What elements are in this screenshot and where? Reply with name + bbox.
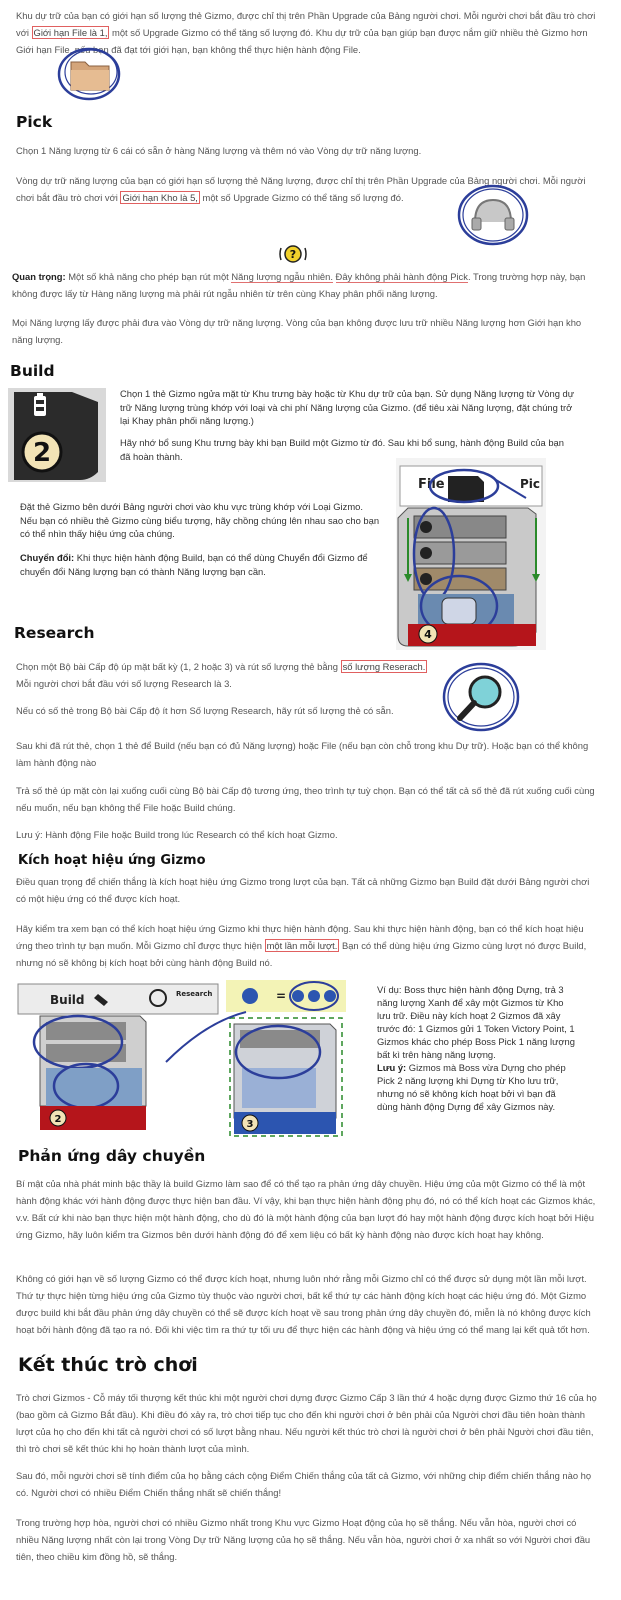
end-paragraph-2: Sau đó, mỗi người chơi sẽ tính điểm của họ bằng cách cộng Điểm Chiến thắng của tất cả Gizmo, với những chip điểm chiến thắng nào họ có. Người chơi có nhiều Điểm Chiến thắng nhất sẽ chiến thắng! — [16, 1470, 592, 1498]
build-battery-icon — [8, 388, 106, 482]
trigger-paragraph-2: Hãy kiểm tra xem bạn có thể kích hoạt hiệu ứng Gizmo khi thực hiện hành động. Sau khi thực hiện hành động, bạn có thể kích hoạt hiệu ứng theo trình tự bạn muốn. Mỗi Gizmo chỉ được thực hiện một lần mỗi lượt. Bạn có thể dùng hiệu ứng Gizmo cùng lượt nó được Build, nhưng nó sẽ không bị kích hoạt bởi cùng hành động Build nó. — [16, 923, 587, 968]
build-paragraph-2: Hãy nhớ bổ sung Khu trưng bày khi bạn Build một Gizmo từ đó. Sau khi bổ sung, hành động Build của bạn đã hoàn thành. — [120, 437, 564, 462]
trigger-heading: Kích hoạt hiệu ứng Gizmo — [18, 853, 206, 868]
research-paragraph-5: Lưu ý: Hành động File hoặc Build trong lúc Research có thể kích hoạt Gizmo. — [16, 829, 338, 840]
pick-paragraph-1: Chọn 1 Năng lượng từ 6 cái có sẵn ở hàng Năng lượng và thêm nó vào Vòng dự trữ năng lượng. — [16, 145, 422, 156]
energy-question-icon — [278, 244, 308, 264]
intro-paragraph: Khu dự trữ của bạn có giới hạn số lượng thẻ Gizmo, được chỉ thị trên Phần Upgrade của Bảng người chơi. Mỗi người chơi bắt đầu trò chơi với Giới hạn File là 1, một số Upgrade Gizmo có thể tăng số lượng đó. Khu dự trữ của bạn giúp bạn được nắm giữ nhiều thẻ Gizmo hơn Giới hạn File, nếu bạn đã đạt tới giới hạn, bạn không thể thực hiện hành động File. — [16, 10, 596, 55]
trigger-example-illustration — [16, 972, 366, 1142]
research-heading: Research — [14, 624, 95, 642]
research-paragraph-1: Chọn một Bộ bài Cấp độ úp mặt bất kỳ (1, 2 hoặc 3) và rút số lượng thẻ bằng số lượng Reserach. Mỗi người chơi bắt đầu với số lượng Research là 3. — [16, 661, 426, 689]
trigger-example-note: Lưu ý: Gizmos mà Boss vừa Dựng cho phép Pick 2 năng lượng khi Dựng từ Kho lưu trữ, nhưng nó sẽ không kích hoạt bởi vì bạn đã dùng hành động Dựng để xây Gizmos này. — [377, 1062, 566, 1112]
svg-text:File: File — [418, 477, 445, 492]
research-count-highlight: số lượng Reserach. — [342, 661, 426, 672]
svg-text:2: 2 — [32, 438, 52, 468]
svg-text:Pic: Pic — [520, 477, 541, 491]
chain-heading: Phản ứng dây chuyền — [18, 1147, 206, 1165]
pick-important-note: Quan trọng: Một số khả năng cho phép bạn rút một Năng lượng ngẫu nhiên. Đây không phải hành động Pick. Trong trường hợp này, bạn không được lấy từ Hàng năng lượng mà phải rút ngẫu nhiên từ trên cùng Khay phân phối năng lượng. — [12, 271, 586, 299]
end-heading: Kết thúc trò chơi — [18, 1354, 198, 1376]
pick-paragraph-2: Vòng dự trữ năng lượng của bạn có giới hạn số lượng thẻ Năng lượng, được chỉ thị trên Phần Upgrade của Bảng người chơi. Mỗi người chơi bắt đầu trò chơi với Giới hạn Kho là 5, một số Upgrade Gizmo có thể tăng số lượng đó. — [16, 175, 586, 203]
file-limit-highlight: Giới hạn File là 1, — [33, 27, 108, 38]
build-card-illustration — [396, 458, 546, 650]
svg-text:3: 3 — [246, 1119, 254, 1130]
end-paragraph-1: Trò chơi Gizmos - Cỗ máy tối thượng kết thúc khi một người chơi dựng được Gizmo Cấp 3 lần thứ 4 hoặc dựng được Gizmo thứ 16 của họ (bao gồm cả Gizmo Bắt đầu). Khi điều đó xảy ra, trò chơi tiếp tục cho đến khi người chơi ở bên phải của Người chơi đầu tiên hoàn thành lượt của họ cho đến khi tất cả người chơi có số lượt bằng nhau. Nếu người kết thúc trò chơi là người chơi ở bên phải Người chơi đầu tiên, thì trò chơi sẽ kết thúc khi họ hoàn thành lượt của mình. — [16, 1392, 597, 1454]
chain-paragraph-2: Không có giới hạn về số lượng Gizmo có thể được kích hoạt, nhưng luôn nhớ rằng mỗi Gizmo chỉ có thể được sử dụng một lần mỗi lượt. Thứ tự thực hiện từng hiệu ứng của Gizmo tùy thuộc vào người chơi, bất kể thứ tự các hành động kích hoạt các hiệu ứng đó. Một Gizmo được build khi bắt đầu phản ứng dây chuyền có thể sẽ được kích hoạt về sau trong phản ứng dây chuyền đó, miễn là nó không được kích hoạt bởi hành động đã tạo ra nó. Đối khi việc tìm ra thứ tự tối ưu để thực hiện các hành động và hiệu ứng có thể mang lại kết quả tốt hơn. — [16, 1273, 591, 1335]
research-paragraph-4: Trả số thẻ úp mặt còn lại xuống cuối cùng Bộ bài Cấp độ tương ứng, theo trình tự tuỳ chọn. Bạn có thể tất cả số thẻ đã rút xuống cuối cùng nếu muốn, nếu bạn không thể File hoặc Build chúng. — [16, 785, 595, 813]
svg-text:Research: Research — [176, 990, 213, 998]
trigger-paragraph-1: Điều quan trọng để chiến thắng là kích hoạt hiệu ứng Gizmo trong lượt của bạn. Tất cả những Gizmo bạn Build đặt dưới Bảng người chơi có một hiệu ứng có thể được kích hoạt. — [16, 876, 590, 904]
svg-text:=: = — [276, 989, 287, 1003]
build-paragraph-1: Chọn 1 thẻ Gizmo ngửa mặt từ Khu trưng bày hoặc từ Khu dự trữ của bạn. Sử dụng Năng lượng từ Vòng dự trữ Năng lượng trùng khớp với loại và chi phí Năng lượng của Gizmo. (để tiêu xài Năng lượng, đặt chúng trở lại Khay phân phối năng lượng.) — [120, 388, 575, 426]
research-paragraph-3: Sau khi đã rút thẻ, chọn 1 thẻ để Build (nếu bạn có đủ Năng lượng) hoặc File (nếu bạn còn chỗ trong khu Dự trữ). Hoặc bạn có thể không làm hành động nào — [16, 740, 589, 768]
end-paragraph-3: Trong trường hợp hòa, người chơi có nhiều Gizmo nhất trong Khu vực Gizmo Hoạt động của họ sẽ thắng. Nếu vẫn hòa, người chơi có nhiều Năng lượng nhất còn lại trong Vòng Dự trữ Năng lượng của họ sẽ thắng. Nếu vẫn hòa, người chơi ở xa nhất so với Người chơi đầu tiên, theo chiều kim đồng hồ, sẽ thắng. — [16, 1517, 591, 1562]
build-conversion-note: Chuyển đổi: Khi thực hiện hành động Build, bạn có thể dùng Chuyển đổi Gizmo để chuyển đổi Năng lượng bạn có thành Năng lượng bạn cần. — [20, 552, 368, 577]
svg-text:?: ? — [289, 248, 297, 261]
magnifier-icon — [440, 658, 522, 736]
pick-heading: Pick — [16, 113, 53, 131]
trigger-example: Ví dụ: Boss thực hiện hành động Dựng, trả 3 năng lượng Xanh để xây một Gizmos từ Kho lưu trữ. Điều này kích hoạt 2 Gizmos đã xây trước đó: 1 Gizmos gửi 1 Token Victory Point, 1 Gizmos khác cho phép Boss Pick 1 năng lượng bất kì trên hàng năng lượng. — [377, 984, 575, 1060]
svg-text:4: 4 — [424, 628, 432, 641]
folder-icon — [55, 44, 125, 102]
svg-text:Build: Build — [50, 993, 85, 1007]
svg-text:2: 2 — [54, 1114, 62, 1125]
robot-hand-icon — [455, 182, 531, 248]
once-per-turn-highlight: một lần mỗi lượt. — [266, 940, 338, 951]
research-paragraph-2: Nếu có số thẻ trong Bộ bài Cấp độ ít hơn Số lượng Research, hãy rút số lượng thẻ có sẵn. — [16, 705, 394, 716]
build-heading: Build — [10, 362, 55, 380]
pick-paragraph-4: Mọi Năng lượng lấy được phải đưa vào Vòng dự trữ năng lượng. Vòng của bạn không được lưu trữ nhiều Năng lượng hơn Giới hạn kho năng lượng. — [12, 317, 582, 345]
build-paragraph-3: Đặt thẻ Gizmo bên dưới Bảng người chơi vào khu vực trùng khớp với Loại Gizmo. Nếu bạn có nhiều thẻ Gizmo cùng biểu tượng, hãy chồng chúng lên nhau sao cho bạn có thể nhìn thấy hiệu ứng của chúng. — [20, 501, 380, 539]
storage-limit-highlight: Giới hạn Kho là 5, — [122, 192, 198, 203]
chain-paragraph-1: Bí mật của nhà phát minh bậc thầy là build Gizmo làm sao để có thể tạo ra phản ứng dây chuyền. Hiệu ứng của một Gizmo có thể là một hành động khác với hành động được thực hiện ban đầu. Ví vậy, khi bạn thực hiện hành động phụ đó, nó có thể kích hoạt các Gizmos khác, v.v. Bất cứ khi nào bạn thực hiện một hành động, cho dù đó là một hành động của bạn lượt đó hay một hành động được kích hoạt bởi Hiệu ứng Gizmo, hãy luôn kiểm tra Gizmos bên dưới hành động đó để xem liệu có bất kỳ hành động nào được kích hoạt hay không. — [16, 1178, 596, 1240]
